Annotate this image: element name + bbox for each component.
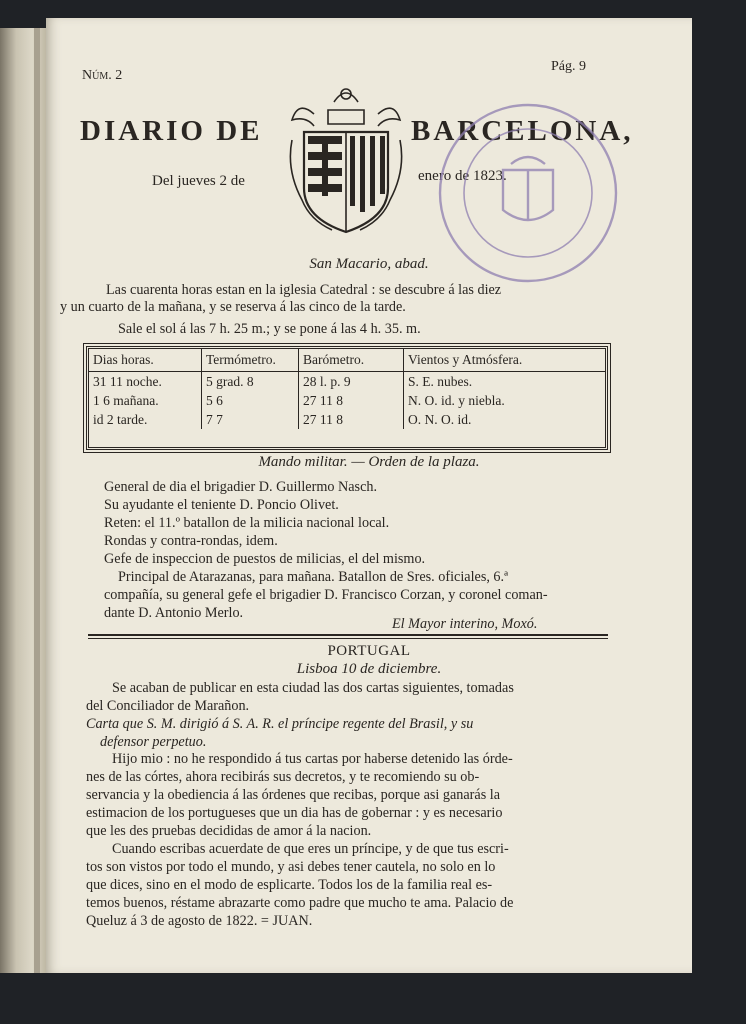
order-line: General de dia el brigadier D. Guillermo Nasch. bbox=[104, 479, 378, 495]
cell: 5 grad. 8 bbox=[202, 372, 299, 392]
section-divider-thin bbox=[88, 638, 608, 639]
masthead-left: DIARIO DE bbox=[80, 115, 263, 147]
cell: 1 6 mañana. bbox=[93, 392, 159, 408]
letter-line: que les des pruebas decididas de amor á la nacion. bbox=[86, 823, 372, 839]
letter-title-2: defensor perpetuo. bbox=[100, 734, 207, 750]
issue-number: Núm. 2 bbox=[82, 68, 123, 83]
table-row bbox=[89, 391, 605, 410]
table-row bbox=[89, 410, 605, 429]
weather-table bbox=[86, 346, 608, 450]
intro-line-1: Se acaban de publicar en esta ciudad las dos cartas siguientes, tomadas bbox=[112, 680, 514, 696]
letter-title-1: Carta que S. M. dirigió á S. A. R. el príncipe regente del Brasil, y su bbox=[86, 716, 474, 732]
cell: 28 l. p. 9 bbox=[299, 372, 404, 392]
cell: 27 11 8 bbox=[299, 410, 404, 429]
sun-times: Sale el sol á las 7 h. 25 m.; y se pone á las 4 h. 35. m. bbox=[118, 321, 421, 337]
order-line: Principal de Atarazanas, para mañana. Batallon de Sres. oficiales, 6.ª bbox=[118, 569, 508, 585]
barcelona-coat-of-arms-icon bbox=[284, 80, 408, 240]
letter-line: temos buenos, réstame abrazarte como padre que mucho te ama. Palacio de bbox=[86, 895, 514, 911]
page-edge bbox=[34, 28, 40, 973]
date-right: enero de 1823. bbox=[418, 168, 507, 184]
letter-line: estimacion de los portugueses que un dia has de gobernar : y es necesario bbox=[86, 805, 503, 821]
letter-line: Hijo mio : no he respondido á tus cartas por haberse detenido las órde- bbox=[112, 751, 513, 767]
order-line: Reten: el 11.º batallon de la milicia nacional local. bbox=[104, 515, 390, 531]
saint-of-day: San Macario, abad. bbox=[309, 256, 429, 272]
portugal-dateline: Lisboa 10 de diciembre. bbox=[296, 661, 442, 677]
intro-line-2: del Conciliador de Marañon. bbox=[86, 698, 250, 714]
col-winds: Vientos y Atmósfera. bbox=[404, 349, 606, 372]
letter-line: nes de las córtes, ahora recibirás sus decretos, y te recomiendo su ob- bbox=[86, 769, 480, 785]
military-heading: Mando militar. — Orden de la plaza. bbox=[258, 454, 480, 470]
order-line: Gefe de inspeccion de puestos de milicias, el del mismo. bbox=[104, 551, 426, 567]
cell: O. N. O. id. bbox=[404, 410, 606, 429]
col-barometer: Barómetro. bbox=[299, 349, 404, 372]
date-left: Del jueves 2 de bbox=[152, 173, 245, 189]
cell: 7 7 bbox=[202, 410, 299, 429]
letter-line: Cuando escribas acuerdate de que eres un príncipe, y de que tus escri- bbox=[112, 841, 509, 857]
weather-header-row bbox=[89, 349, 605, 372]
masthead-right: BARCELONA, bbox=[411, 115, 634, 147]
order-line: Rondas y contra-rondas, idem. bbox=[104, 533, 278, 549]
page-number: Pág. 9 bbox=[551, 59, 586, 74]
order-line: dante D. Antonio Merlo. bbox=[104, 605, 244, 621]
newspaper-page bbox=[46, 18, 692, 973]
forty-hours-line-1: Las cuarenta horas estan en la iglesia Catedral : se descubre á las diez bbox=[106, 282, 502, 298]
letter-line: tos son vistos por todo el mundo, y asi debes tener cautela, no solo en lo bbox=[86, 859, 496, 875]
cell: S. E. nubes. bbox=[404, 372, 606, 392]
cell: 27 11 8 bbox=[299, 391, 404, 410]
section-divider bbox=[88, 634, 608, 636]
cell: 5 6 bbox=[202, 391, 299, 410]
portugal-heading: PORTUGAL bbox=[327, 643, 411, 659]
letter-line: que dices, sino en el modo de esplicarte. Todos los de la familia real es- bbox=[86, 877, 493, 893]
cell: N. O. id. y niebla. bbox=[404, 391, 606, 410]
col-thermometer: Termómetro. bbox=[202, 349, 299, 372]
order-line: compañía, su general gefe el brigadier D. Francisco Corzan, y coronel coman- bbox=[104, 587, 548, 603]
cell: 31 11 noche. bbox=[93, 373, 162, 389]
cell: id 2 tarde. bbox=[93, 411, 148, 427]
order-line: Su ayudante el teniente D. Poncio Olivet. bbox=[104, 497, 339, 513]
forty-hours-line-2: y un cuarto de la mañana, y se reserva á las cinco de la tarde. bbox=[60, 299, 406, 315]
letter-line: servancia y la obediencia á las órdenes que recibas, porque asi ganarás la bbox=[86, 787, 501, 803]
letter-line: Queluz á 3 de agosto de 1822. = JUAN. bbox=[86, 913, 313, 929]
table-row bbox=[89, 372, 605, 392]
military-signature: El Mayor interino, Moxó. bbox=[392, 616, 538, 632]
col-days-hours: Dias horas. bbox=[89, 349, 202, 372]
